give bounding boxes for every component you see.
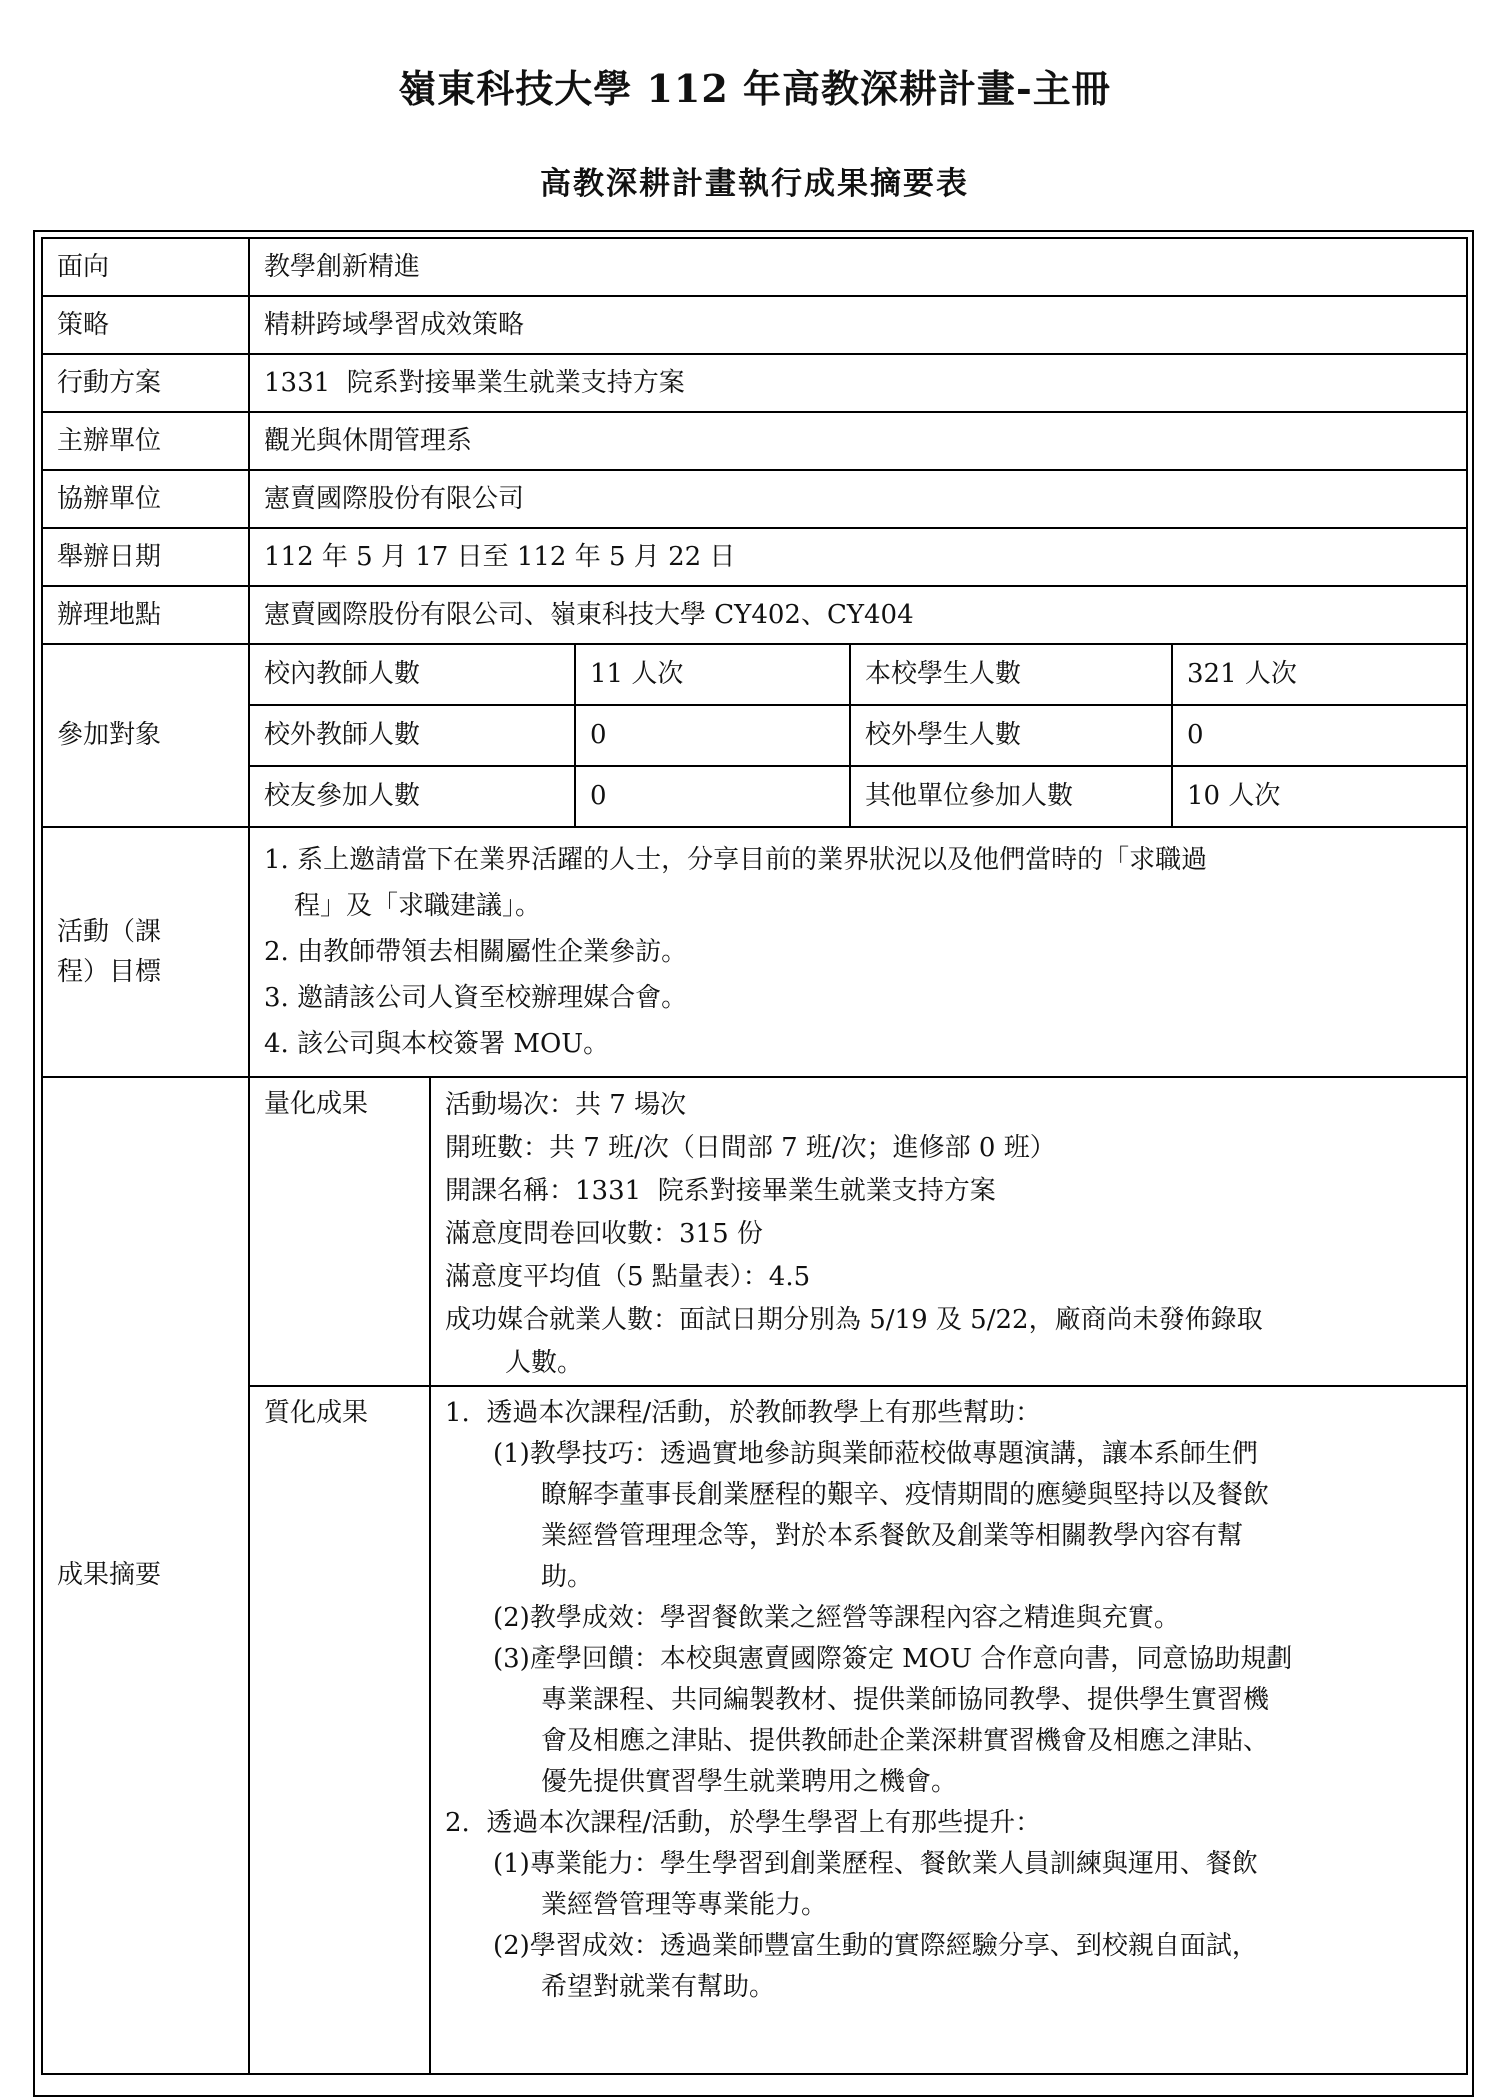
participant-value: 0: [575, 705, 850, 766]
qual-item-continuation: 希望對就業有幫助。: [541, 1972, 776, 2002]
quant-line: 開班數：共 7 班/次（日間部 7 班/次；進修部 0 班）: [445, 1133, 1056, 1163]
participant-value: 11 人次: [575, 645, 850, 705]
row-action-plan: [42, 354, 1467, 412]
results-cell: [249, 1077, 1467, 2074]
row-co-host: [42, 470, 1467, 528]
label-goals: [42, 827, 249, 1077]
value-host-unit: 觀光與休閒管理系: [249, 412, 1467, 470]
value-location: 憲賣國際股份有限公司、嶺東科技大學 CY402、CY404: [249, 586, 1467, 644]
row-location: [42, 586, 1467, 644]
label-host-unit: 主辦單位: [42, 412, 249, 470]
participants-row: [250, 645, 1468, 705]
participants-row: [250, 705, 1468, 766]
label-strategy: 策略: [42, 296, 249, 354]
goal-item: 1. 系上邀請當下在業界活躍的人士，分享目前的業界狀況以及他們當時的「求職過: [264, 845, 1208, 875]
participant-key: 校外學生人數: [850, 705, 1172, 766]
qual-item: (3)產學回饋：本校與憲賣國際簽定 MOU 合作意向書，同意協助規劃: [493, 1644, 1293, 1674]
value-aspect: 教學創新精進: [249, 238, 1467, 296]
qual-item-continuation: 業經營管理理念等，對於本系餐飲及創業等相關教學內容有幫: [541, 1521, 1244, 1551]
qual-row: [250, 1386, 1468, 2073]
quant-content: [430, 1078, 1468, 1386]
qual-item-continuation: 優先提供實習學生就業聘用之機會。: [541, 1767, 958, 1797]
participant-value: 10 人次: [1172, 766, 1468, 826]
qual-item: (2)教學成效：學習餐飲業之經營等課程內容之精進與充實。: [493, 1603, 1180, 1633]
row-date: [42, 528, 1467, 586]
value-co-host: 憲賣國際股份有限公司: [249, 470, 1467, 528]
participant-key: 其他單位參加人數: [850, 766, 1172, 826]
value-strategy: 精耕跨域學習成效策略: [249, 296, 1467, 354]
label-action-plan: 行動方案: [42, 354, 249, 412]
row-aspect: [42, 238, 1467, 296]
document-title: 嶺東科技大學 112 年高教深耕計畫-主冊: [398, 66, 1111, 111]
quant-row: [250, 1078, 1468, 1386]
label-results: 成果摘要: [42, 1077, 249, 2074]
participants-row: [250, 766, 1468, 826]
goal-item: 4. 該公司與本校簽署 MOU。: [264, 1029, 610, 1059]
quant-line: 成功媒合就業人數：面試日期分別為 5/19 及 5/22，廠商尚未發佈錄取: [445, 1305, 1263, 1335]
label-aspect: 面向: [42, 238, 249, 296]
quant-line: 開課名稱：1331 院系對接畢業生就業支持方案: [445, 1176, 996, 1206]
qual-heading: 1. 透過本次課程/活動，於教師教學上有那些幫助：: [445, 1398, 1042, 1428]
label-location: 辦理地點: [42, 586, 249, 644]
participant-key: 本校學生人數: [850, 645, 1172, 705]
label-goals-line: 程）目標: [57, 957, 162, 987]
qual-heading: 2. 透過本次課程/活動，於學生學習上有那些提升：: [445, 1808, 1042, 1838]
qual-item: (1)教學技巧：透過實地參訪與業師蒞校做專題演講，讓本系師生們: [493, 1439, 1258, 1469]
label-participants: 參加對象: [42, 644, 249, 827]
results-table: [250, 1078, 1468, 2073]
qual-item: (1)專業能力：學生學習到創業歷程、餐飲業人員訓練與運用、餐飲: [493, 1849, 1258, 1879]
value-date: 112 年 5 月 17 日至 112 年 5 月 22 日: [249, 528, 1467, 586]
quant-line: 滿意度問卷回收數：315 份: [445, 1219, 763, 1249]
row-host-unit: [42, 412, 1467, 470]
participant-key: 校友參加人數: [250, 766, 575, 826]
participants-cell: [249, 644, 1467, 827]
summary-table: [41, 237, 1468, 2075]
label-co-host: 協辦單位: [42, 470, 249, 528]
participant-value: 0: [575, 766, 850, 826]
qual-label: 質化成果: [250, 1386, 430, 2073]
row-strategy: [42, 296, 1467, 354]
quant-line: 活動場次：共 7 場次: [445, 1090, 687, 1120]
participant-value: 0: [1172, 705, 1468, 766]
label-goals-line: 活動（課: [57, 917, 162, 947]
goal-item: 2. 由教師帶領去相關屬性企業參訪。: [264, 937, 688, 967]
qual-item-continuation: 專業課程、共同編製教材、提供業師協同教學、提供學生實習機: [541, 1685, 1270, 1715]
goals-cell: [249, 827, 1467, 1077]
quant-line-continuation: 人數。: [505, 1348, 584, 1378]
row-results: [42, 1077, 1467, 2074]
goal-item: 3. 邀請該公司人資至校辦理媒合會。: [264, 983, 688, 1013]
participant-value: 321 人次: [1172, 645, 1468, 705]
goal-item-continuation: 程」及「求職建議」。: [294, 891, 542, 921]
participant-key: 校內教師人數: [250, 645, 575, 705]
qual-item: (2)學習成效：透過業師豐富生動的實際經驗分享、到校親自面試，: [493, 1931, 1258, 1961]
label-date: 舉辦日期: [42, 528, 249, 586]
qual-content: [430, 1386, 1468, 2073]
qual-item-continuation: 瞭解李董事長創業歷程的艱辛、疫情期間的應變與堅持以及餐飲: [541, 1480, 1270, 1510]
row-participants: [42, 644, 1467, 827]
quant-label: 量化成果: [250, 1078, 430, 1386]
value-action-plan: 1331 院系對接畢業生就業支持方案: [249, 354, 1467, 412]
quant-line: 滿意度平均值（5 點量表）：4.5: [445, 1262, 811, 1292]
participants-table: [250, 645, 1468, 826]
qual-item-continuation: 會及相應之津貼、提供教師赴企業深耕實習機會及相應之津貼、: [541, 1726, 1270, 1756]
row-goals: [42, 827, 1467, 1077]
document-subtitle: 高教深耕計畫執行成果摘要表: [540, 166, 969, 202]
qual-item-continuation: 助。: [541, 1562, 594, 1592]
participant-key: 校外教師人數: [250, 705, 575, 766]
qual-item-continuation: 業經營管理等專業能力。: [541, 1890, 828, 1920]
